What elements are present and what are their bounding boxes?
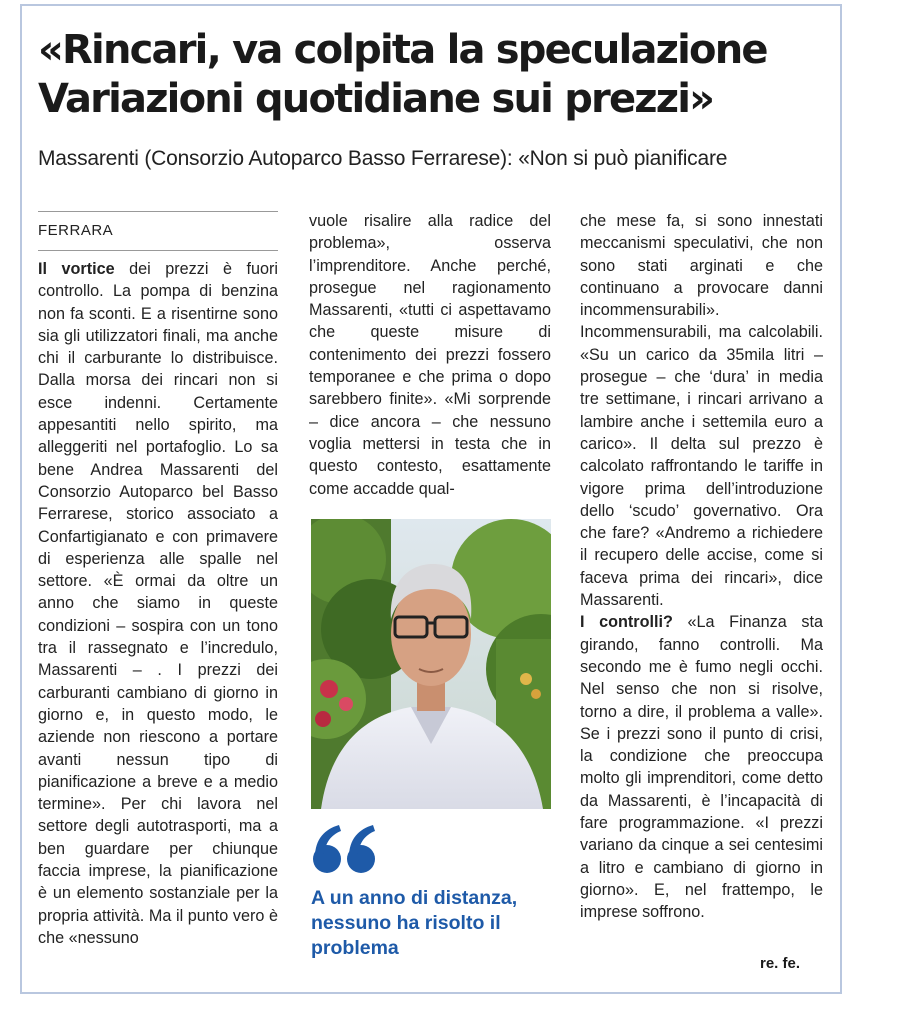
column-2-paragraph: vuole risalire alla radice del problema», osserva l’imprenditore. Anche perché, prosegue nel ragionamento Massarenti, «tutti ci aspettavamo che queste misure di contenimento dei prezzi fossero temporanee e che prima o dopo sarebbero finite». «Mi sorprende – dice ancora – che nessuno voglia mettersi in testa che in questo contesto, esattamente come accadde qual- xyxy=(309,212,551,498)
portrait-photo xyxy=(311,519,551,809)
column-1-lead: Il vortice xyxy=(38,260,115,278)
column-1 xyxy=(38,258,278,949)
column-1-text: dei prezzi è fuori controllo. La pompa di benzina non fa sconti. E a risentirne sono sia gli utilizzatori finali, ma anche chi il carburante lo distribuisce. Dalla morsa dei rincari non si esce indenni. Certamente appesantiti nello spirito, ma alleggeriti nel portafoglio. Lo sa bene Andrea Massarenti del Consorzio Autoparco bel Basso Ferrarese, storico associato a Confartigianato e con primavere di esperienza alle spalle nel settore. «È ormai da oltre un anno che siamo in queste condizioni – sospira con un tono tra il rassegnato e l’incredulo, Massarenti – . I prezzi dei carburanti cambiano di giorno in giorno e, in questo modo, le aziende non riescono a portare avanti nessun tipo di pianificazione a breve e a medio termine». Per chi lavora nel settore degli autotrasporti, ma a ben guardare per chiunque faccia imprese, la pianificazione è un elemento sostanziale per la propria attività. Ma il punto vero è che «nessuno xyxy=(38,260,278,947)
headline-line-2: Variazioni quotidiane sui prezzi» xyxy=(38,76,714,122)
column-3-paragraph-2 xyxy=(580,611,823,923)
portrait-illustration xyxy=(311,519,551,809)
dateline-label: FERRARA xyxy=(38,222,114,239)
column-3-lead: I controlli? xyxy=(580,613,673,632)
column-3-paragraph-1: che mese fa, si sono innestati meccanismi speculativi, che non sono stati arginati e che continuano a provocare danni incommensurabili». Incommensurabili, ma calcolabili. «Su un carico da 35mila litri – prosegue – che ‘dura’ in media tre settimane, i rincari arrivano a lambire anche i settemila euro a carico». Il delta sul prezzo è calcolato raffrontando le tariffe in vigore prima dell’introduzione dello ‘scudo’ governativo. Ora che fare? «Andremo a richiedere il recupero delle accise, come si faceva prima dei rincari», dice Massarenti. xyxy=(580,212,823,610)
headline-line-1: «Rincari, va colpita la speculazione xyxy=(38,27,767,73)
author-signature: re. fe. xyxy=(760,955,801,972)
column-2 xyxy=(309,210,551,500)
article-subtitle: Massarenti (Consorzio Autoparco Basso Ferrarese): «Non si può pianificare xyxy=(38,147,728,170)
dateline xyxy=(38,211,278,251)
quote-icon xyxy=(311,823,381,875)
pull-quote: A un anno di distanza, nessuno ha risolto il problema xyxy=(311,887,518,959)
column-3-text: «La Finanza sta girando, fanno controlli. Ma secondo me è fumo negli occhi. Nel senso che non si risolve, torno a dire, il problema a valle». Se i prezzi sono il punto di crisi, la condizione che preoccupa molto gli imprenditori, come detto da Massarenti, è l’incapacità di fare programmazione. «I prezzi variano da cinque a sei centesimi a litro e cambiano di giorno in giorno». E, nel frattempo, le imprese soffrono. xyxy=(580,613,824,922)
column-1-paragraph xyxy=(38,258,278,949)
column-3 xyxy=(580,210,823,924)
article-headline xyxy=(38,26,828,124)
